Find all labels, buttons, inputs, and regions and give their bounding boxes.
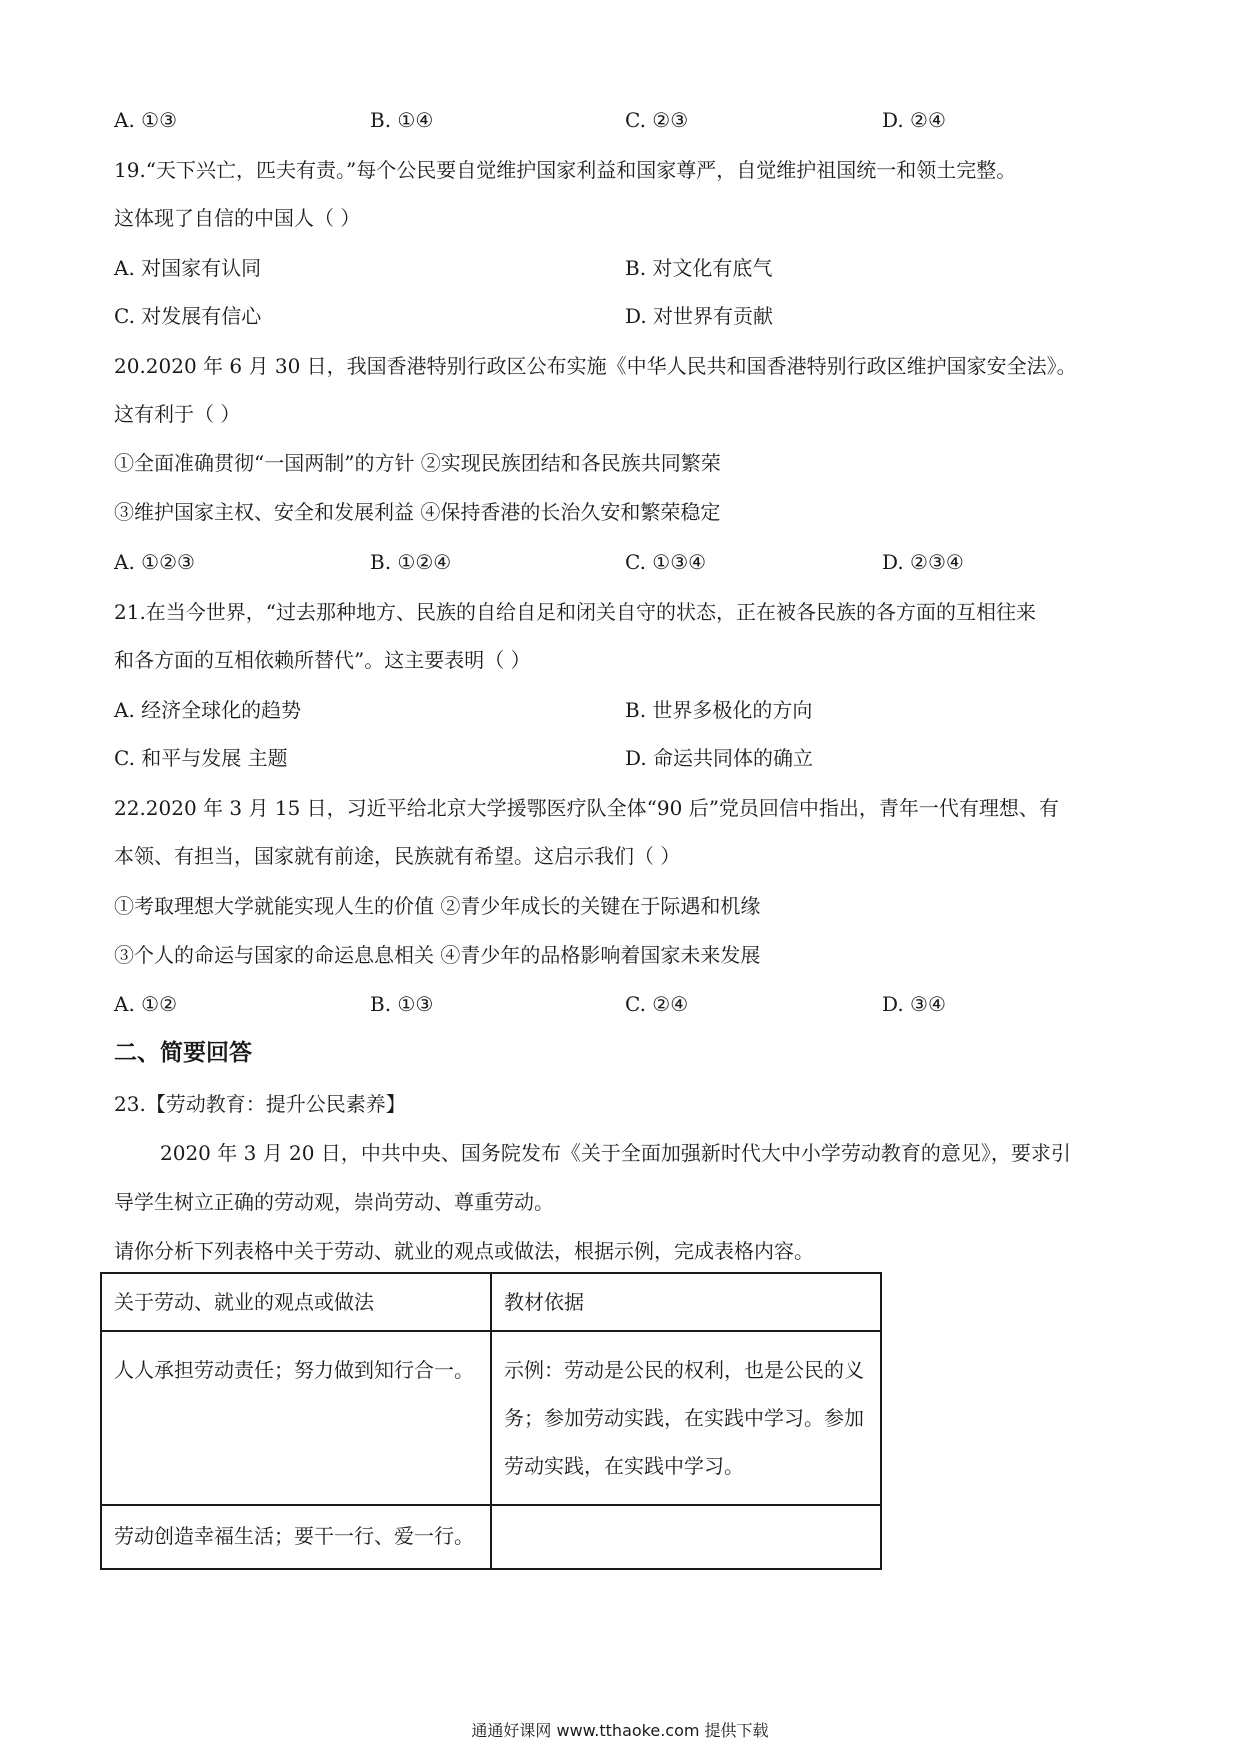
q19-option-b: B. 对文化有底气 (625, 256, 773, 280)
q23-paragraph-line2: 导学生树立正确的劳动观，崇尚劳动、尊重劳动。 (114, 1190, 554, 1214)
footer-credit: 通通好课网 www.tthaoke.com 提供下载 (471, 1721, 769, 1740)
table-cell-basis-example: 示例：劳动是公民的权利，也是公民的义务；参加劳动实践，在实践中学习。参加劳动实践，在实践中学习。 (491, 1331, 881, 1505)
q19-option-d: D. 对世界有贡献 (625, 304, 774, 328)
q20-items-line2: ③维护国家主权、安全和发展利益 ④保持香港的长治久安和繁荣稳定 (114, 500, 721, 524)
table-row (101, 1331, 881, 1505)
q22-option-c: C. ②④ (625, 992, 689, 1016)
q21-option-d: D. 命运共同体的确立 (625, 746, 814, 770)
q23-instruction: 请你分析下列表格中关于劳动、就业的观点或做法，根据示例，完成表格内容。 (114, 1239, 814, 1263)
q19-stem-line2: 这体现了自信的中国人（ ） (114, 206, 361, 230)
q22-option-b: B. ①③ (370, 992, 434, 1016)
table-row (101, 1505, 881, 1569)
q21-option-a: A. 经济全球化的趋势 (114, 698, 302, 722)
q21-option-b: B. 世界多极化的方向 (625, 698, 813, 722)
q20-option-b: B. ①②④ (370, 550, 452, 574)
q22-stem-line2: 本领、有担当，国家就有前途，民族就有希望。这启示我们（ ） (114, 844, 681, 868)
q23-paragraph-line1: 2020 年 3 月 20 日，中共中央、国务院发布《关于全面加强新时代大中小学劳动教育的意见》，要求引 (160, 1141, 1071, 1165)
q20-option-c: C. ①③④ (625, 550, 707, 574)
q19-stem-line1: 19.“天下兴亡，匹夫有责。”每个公民要自觉维护国家利益和国家尊严，自觉维护祖国统一和领土完整。 (114, 158, 1017, 182)
q18-option-b: B. ①④ (370, 108, 434, 132)
q21-option-c: C. 和平与发展 主题 (114, 746, 288, 770)
q23-title: 23.【劳动教育：提升公民素养】 (114, 1092, 406, 1116)
table-header-cell: 关于劳动、就业的观点或做法 (101, 1273, 491, 1331)
q21-stem-line2: 和各方面的互相依赖所替代”。这主要表明（ ） (114, 648, 531, 672)
q19-option-c: C. 对发展有信心 (114, 304, 262, 328)
table-header-cell: 教材依据 (491, 1273, 881, 1331)
table-header-row (101, 1273, 881, 1331)
q21-stem-line1: 21.在当今世界，“过去那种地方、民族的自给自足和闭关自守的状态，正在被各民族的各方面的互相往来 (114, 600, 1037, 624)
table-cell-viewpoint: 劳动创造幸福生活；要干一行、爱一行。 (101, 1505, 491, 1569)
q22-items-line1: ①考取理想大学就能实现人生的价值 ②青少年成长的关键在于际遇和机缘 (114, 894, 761, 918)
q22-stem-line1: 22.2020 年 3 月 15 日，习近平给北京大学援鄂医疗队全体“90 后”党员回信中指出，青年一代有理想、有 (114, 796, 1059, 820)
q18-option-c: C. ②③ (625, 108, 689, 132)
table-cell-answer-blank[interactable] (491, 1505, 881, 1569)
q20-items-line1: ①全面准确贯彻“一国两制”的方针 ②实现民族团结和各民族共同繁荣 (114, 451, 721, 475)
q20-option-a: A. ①②③ (114, 550, 195, 574)
section-title: 二、简要回答 (114, 1039, 252, 1066)
q22-items-line2: ③个人的命运与国家的命运息息相关 ④青少年的品格影响着国家未来发展 (114, 943, 761, 967)
q19-option-a: A. 对国家有认同 (114, 256, 262, 280)
table-cell-viewpoint: 人人承担劳动责任；努力做到知行合一。 (101, 1331, 491, 1505)
q18-option-a: A. ①③ (114, 108, 178, 132)
q18-option-d: D. ②④ (882, 108, 946, 132)
q20-stem-line2: 这有利于（ ） (114, 402, 241, 426)
q22-option-d: D. ③④ (882, 992, 946, 1016)
q23-answer-table (100, 1272, 882, 1570)
q22-option-a: A. ①② (114, 992, 178, 1016)
q20-stem-line1: 20.2020 年 6 月 30 日，我国香港特别行政区公布实施《中华人民共和国香港特别行政区维护国家安全法》。 (114, 354, 1077, 378)
q20-option-d: D. ②③④ (882, 550, 964, 574)
